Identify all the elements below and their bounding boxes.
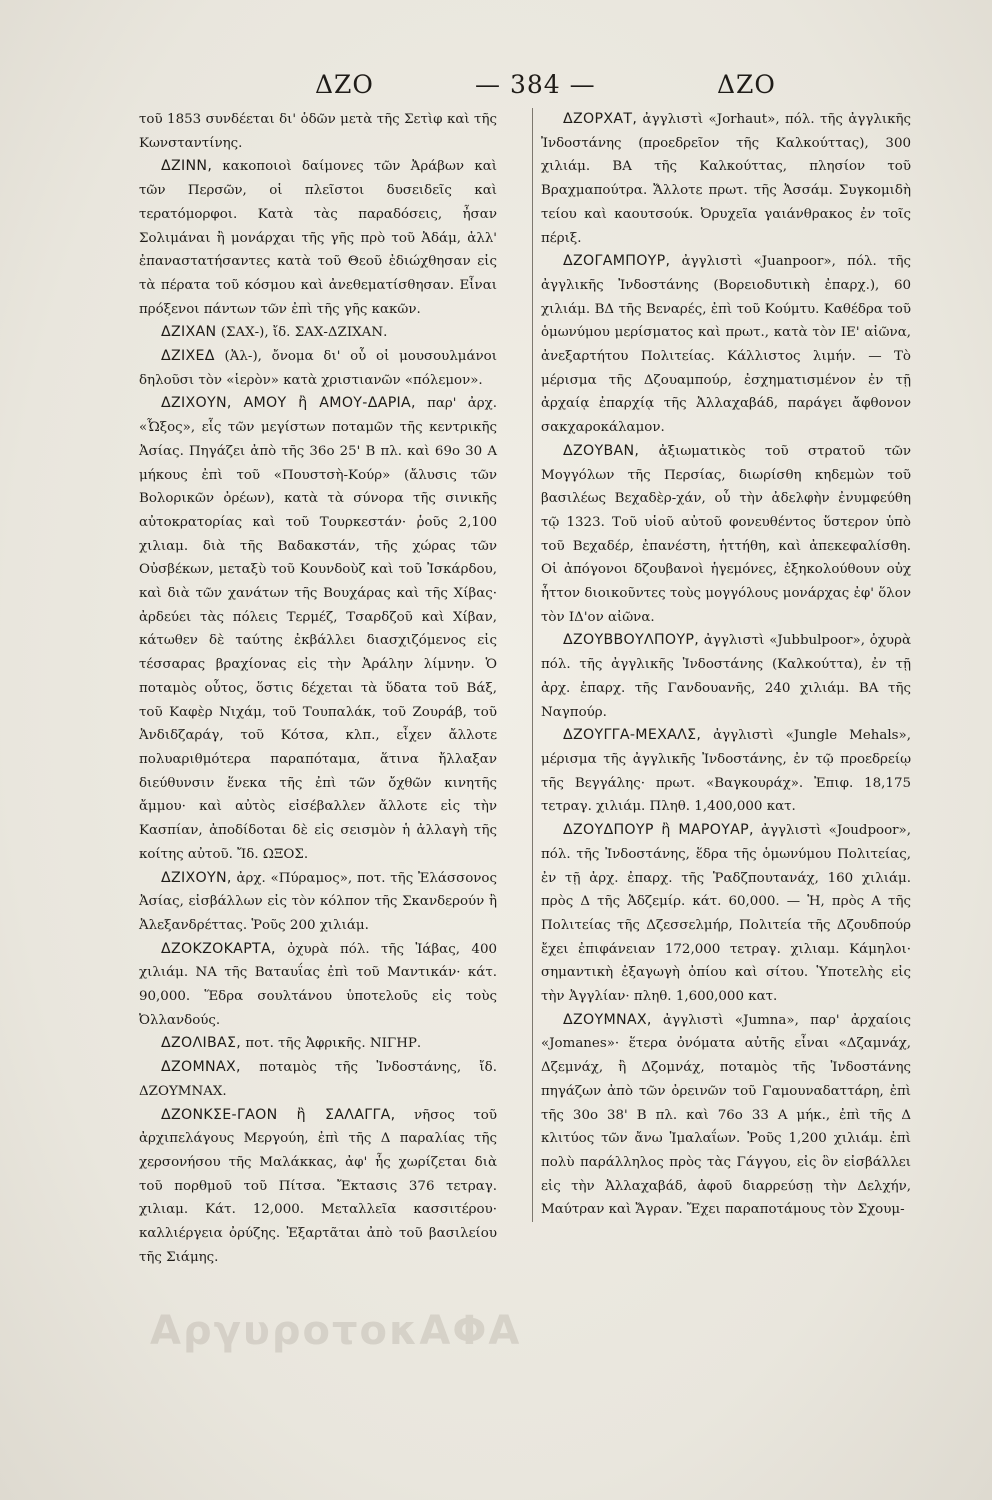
dictionary-entry xyxy=(139,867,497,938)
dictionary-entry xyxy=(541,724,911,819)
entry-headword: ΔΖΙΧΕΔ xyxy=(161,348,215,365)
entry-text: νῆσος τοῦ ἀρχιπελάγους Μεργούη, ἐπὶ τῆς Δ παραλίας τῆς χερσονήσου τῆς Μαλάκκας, ἀφ' ἧς χωρίζεται διὰ τοῦ πορθμοῦ τοῦ Πίτσα. Ἔκτασις 376 τετραγ. χιλιαμ. Κάτ. 12,000. Μεταλλεῖα κασσιτέρου· καλλιέργεια ὀρύζης. Ἐξαρτᾶται ἀπὸ τοῦ βασιλείου τῆς Σιάμης. xyxy=(139,1107,497,1265)
entry-text: ἀγγλιστὶ «Jorhaut», πόλ. τῆς ἀγγλικῆς Ἰνδοστάνης (προεδρεῖον τῆς Καλκούττας), 300 χιλιάμ. ΒΑ τῆς Καλκούττας, πλησίον τοῦ Βραχμαπούτρα. Ἄλλοτε πρωτ. τῆς Ἀσσάμ. Συγκομιδὴ τείου καὶ καουτσούκ. Ὀρυχεῖα γαιάνθρακος ἐν τοῖς πέριξ. xyxy=(541,112,911,246)
entry-text: τοῦ 1853 συνδέεται δι' ὁδῶν μετὰ τῆς Σετὶφ καὶ τῆς Κωνσταντίνης. xyxy=(139,112,497,151)
dictionary-entry xyxy=(139,1056,497,1103)
entry-headword: ΔΖΟΜΝΑΧ, xyxy=(161,1059,241,1076)
library-watermark: ΑργυροτοκΑΦΑ xyxy=(150,1308,522,1354)
dictionary-entry xyxy=(541,108,911,250)
dictionary-entry xyxy=(139,392,497,866)
dictionary-entry xyxy=(139,108,497,155)
entry-text: (Ἀλ-), ὄνομα δι' οὗ οἱ μουσουλμάνοι δηλοῦσι τὸν «ἱερὸν» κατὰ χριστιανῶν «πόλεμον». xyxy=(139,349,497,388)
entry-text: ποτ. τῆς Ἀφρικῆς. ΝΙΓΗΡ. xyxy=(241,1036,422,1052)
entry-headword: ΔΖΟΥΜΝΑΧ, xyxy=(563,1011,652,1028)
dictionary-entry xyxy=(541,440,911,630)
entry-text: ἀγγλιστὶ «Jungle Mehals», μέρισμα τῆς ἀγγλικῆς Ἰνδοστάνης, ἐν τῷ προεδρείῳ τῆς Βεγγάλης· πρωτ. «Βαγκουράχ». Ἐπιφ. 18,175 τετραγ. χιλιάμ. Πληθ. 1,400,000 κατ. xyxy=(541,728,911,815)
entry-text: ἀγγλιστὶ «Jubbulpoor», ὀχυρὰ πόλ. τῆς ἀγγλικῆς Ἰνδοστάνης (Καλκούττα), ἐν τῇ ἀρχ. ἐπαρχ. τῆς Γανδουανῆς, 240 χιλιάμ. ΒΑ τῆς Ναγπούρ. xyxy=(541,633,911,720)
dictionary-entry xyxy=(139,345,497,392)
entry-text: (ΣΑΧ-), ἴδ. ΣΑΧ-ΔΖΙΧΑΝ. xyxy=(216,325,388,341)
entry-headword: ΔΖΙΝΝ, xyxy=(161,158,213,175)
entry-headword: ΔΖΟΓΑΜΠΟΥΡ, xyxy=(563,253,671,270)
entry-text: ἀγγλιστὶ «Juanpoor», πόλ. τῆς ἀγγλικῆς Ἰνδοστάνης (Βορειοδυτικὴ ἐπαρχ.), 60 χιλιάμ. ΒΔ τῆς Βεναρές, ἐπὶ τοῦ Κούμτυ. Καθέδρα τοῦ ὁμωνύμου μερίσματος καὶ πρωτ., κατὰ τὸν ΙΕ' αἰῶνα, ἀνεξαρτήτου Πολιτείας. Κάλλιστος λιμήν. — Τὸ μέρισμα τῆς Δζουαμπούρ, ἐσχηματισμένον ἐν τῇ ἀρχαίᾳ ἐπαρχίᾳ τῆς Ἀλλαχαβάδ, παράγει ἄφθονον σακχαροκάλαμον. xyxy=(541,254,911,436)
left-column xyxy=(139,108,497,1269)
entry-headword: ΔΖΟΛΙΒΑΣ, xyxy=(161,1035,242,1052)
entry-text: ὀχυρὰ πόλ. τῆς Ἰάβας, 400 χιλιάμ. ΝΑ τῆς Βαταυΐας ἐπὶ τοῦ Μαντικάν· κάτ. 90,000. Ἕδρα σουλτάνου ὑποτελοῦς εἰς τοὺς Ὀλλανδούς. xyxy=(139,941,497,1028)
dictionary-entry xyxy=(139,155,497,321)
entry-headword: ΔΖΟΚΖΟΚΑΡΤΑ, xyxy=(161,940,276,957)
entry-headword: ΔΖΟΥΒΑΝ, xyxy=(563,442,640,459)
dictionary-entry xyxy=(541,819,911,1009)
dictionary-entry xyxy=(541,1009,911,1222)
dictionary-entry xyxy=(139,938,497,1033)
header-left-guide-word: ΔΖΟ xyxy=(315,70,374,99)
entry-headword: ΔΖΟΥΔΠΟΥΡ ἢ ΜΑΡΟΥΑΡ, xyxy=(563,822,754,839)
dictionary-entry xyxy=(139,1104,497,1270)
dictionary-entry xyxy=(541,250,911,440)
dictionary-entry xyxy=(139,321,497,345)
entry-headword: ΔΖΙΧΑΝ xyxy=(161,324,217,341)
entry-text: κακοποιοὶ δαίμονες τῶν Ἀράβων καὶ τῶν Περσῶν, οἱ πλεῖστοι δυσειδεῖς καὶ τερατόμορφοι. Κατὰ τὰς παραδόσεις, ἦσαν Σολιμάναι ἢ μονάρχαι τῆς γῆς πρὸ τοῦ Ἀδάμ, ἀλλ' ἐπαναστατήσαντες κατὰ τοῦ Θεοῦ ἐδιώχθησαν εἰς τὰ πέρατα τοῦ κόσμου καὶ ἀνεθεματίσθησαν. Εἶναι πρόξενοι πάντων τῶν ἐπὶ τῆς γῆς κακῶν. xyxy=(139,159,497,317)
right-column xyxy=(532,108,911,1222)
dictionary-entry xyxy=(541,629,911,724)
entry-text: ἀξιωματικὸς τοῦ στρατοῦ τῶν Μογγόλων τῆς Περσίας, διωρίσθη κηδεμὼν τοῦ βασιλέως Βεχαδὲρ-χάν, οὗ τὴν ἀδελφὴν ἐνυμφεύθη τῷ 1323. Τοῦ υἱοῦ αὐτοῦ φονευθέντος ὕστερον ὑπὸ τοῦ Βεχαδέρ, ἐπανέστη, ἡττήθη, καὶ ἀπεκεφαλίσθη. Οἱ ἀπόγονοι δζουβανοὶ ἡγεμόνες, ἐξηκολούθουν οὐχ ἧττον διοικοῦντες τοὺς μογγόλους μονάρχας ἐφ' ὅλον τὸν ΙΔ'ον αἰῶνα. xyxy=(541,443,911,625)
entry-text: ποταμὸς τῆς Ἰνδοστάνης, ἴδ. ΔΖΟΥΜΝΑΧ. xyxy=(139,1060,497,1099)
entry-text: ἀγγλιστὶ «Jumna», παρ' ἀρχαίοις «Jomanes»· ἕτερα ὀνόματα αὐτῆς εἶναι «Δζαμνάχ, Δζεμνάχ, ἢ Δζομνάχ, ποταμὸς τῆς Ἰνδοστάνης πηγάζων ἀπὸ τῶν ὀρεινῶν τοῦ Γαμουναδαττάρη, ἐπὶ τῆς 30ο 38' Β πλ. καὶ 76ο 33 Α μήκ., ἐπὶ τῆς Δ κλιτύος τῶν ἄνω Ἱμαλαΐων. Ῥοῦς 1,200 χιλιάμ. ἐπὶ πολὺ παράλληλος πρὸς τὰς Γάγγου, εἰς ὃν εἰσβάλλει εἰς τὴν Ἀλλαχαβάδ, ἀφοῦ διαρρεύσῃ τὴν Δελχήν, Μαύτραν καὶ Ἄγραν. Ἔχει παραποτάμους τὸν Σχουμ- xyxy=(541,1012,911,1218)
entry-headword: ΔΖΙΧΟΥΝ, xyxy=(161,869,232,886)
dictionary-entry xyxy=(139,1032,497,1056)
header-right-guide-word: ΔΖΟ xyxy=(717,70,776,99)
page-header xyxy=(140,70,880,102)
entry-headword: ΔΖΙΧΟΥΝ, ΑΜΟΥ ἢ ΑΜΟΥ-ΔΑΡΙΑ, xyxy=(161,395,416,412)
entry-headword: ΔΖΟΥΓΓΑ-ΜΕΧΑΛΣ, xyxy=(563,727,702,744)
entry-text: παρ' ἀρχ. «Ὦξος», εἷς τῶν μεγίστων ποταμῶν τῆς κεντρικῆς Ἀσίας. Πηγάζει ἀπὸ τῆς 36ο 25' Β πλ. καὶ 69ο 30 Α μήκους ἐπὶ τοῦ «Πουστσὴ-Κούρ» (ἄλυσις τῶν Βολορικῶν ὀρέων), κατὰ τὰ σύνορα τῆς σινικῆς αὐτοκρατορίας καὶ τοῦ Τουρκεστάν· ῥοῦς 2,100 χιλιαμ. διὰ τῆς Βαδακστάν, τῆς χώρας τῶν Οὐσβέκων, μεταξὺ τοῦ Κουνδοὺζ καὶ τοῦ Ἰσκάρδου, καὶ διὰ τῶν χανάτων τῆς Βουχάρας καὶ τῆς Χίβας· ἀρδεύει τὰς πόλεις Τερμέζ, Τσαρδζοῦ καὶ Χίβαν, κάτωθεν δὲ ταύτης ἐκβάλλει διασχιζόμενος εἰς τέσσαρας βραχίονας εἰς τὴν Ἀράλην λίμνην. Ὁ ποταμὸς οὗτος, ὅστις δέχεται τὰ ὕδατα τοῦ Βάξ, τοῦ Καφὲρ Νιχάμ, τοῦ Τουπαλάκ, τοῦ Ζουράβ, τοῦ Ἀνδιδζαράγ, τοῦ Κότσα, κλπ., εἶχεν ἄλλοτε πολυαριθμότερα παραπόταμα, ἅτινα ἤλλαξαν διεύθυνσιν ἕνεκα τῆς ἐπὶ τῶν ὄχθῶν κινητῆς ἄμμου· καὶ αὐτὸς εἰσέβαλλεν ἄλλοτε εἰς τὴν Κασπίαν, ἀποδίδοται δὲ εἰς σεισμὸν ἡ ἀλλαγὴ τῆς κοίτης αὐτοῦ. Ἴδ. ΩΞΟΣ. xyxy=(139,396,497,862)
entry-headword: ΔΖΟΥΒΒΟΥΛΠΟΥΡ, xyxy=(563,632,700,649)
entry-text: ἀρχ. «Πύραμος», ποτ. τῆς Ἐλάσσονος Ἀσίας, εἰσβάλλων εἰς τὸν κόλπον τῆς Σκανδερούν ἢ Ἀλεξανδρέττας. Ῥοῦς 200 χιλιάμ. xyxy=(139,870,497,933)
entry-headword: ΔΖΟΝΚΣΕ-ΓΑΟΝ ἢ ΣΑΛΑΓΓΑ, xyxy=(161,1106,396,1123)
page-number: — 384 — xyxy=(475,70,596,99)
entry-text: ἀγγλιστὶ «Joudpoor», πόλ. τῆς Ἰνδοστάνης, ἕδρα τῆς ὁμωνύμου Πολιτείας, ἐν τῇ ἀρχ. ἐπαρχ. τῆς Ῥαδζπουτανάχ, 160 χιλιάμ. πρὸς Δ τῆς Ἀδζεμίρ. κάτ. 60,000. — Ἡ, πρὸς Α τῆς Πολιτείας τῆς Δζεσσελμήρ, Πολιτεία τῆς Δζουδπούρ ἔχει ἐπιφάνειαν 172,000 τετραγ. χιλιαμ. Κάμηλοι· σημαντικὴ ἐξαγωγὴ ὀπίου καὶ σίτου. Ὑποτελὴς εἰς τὴν Ἀγγλίαν· πληθ. 1,600,000 κατ. xyxy=(541,823,912,1005)
entry-headword: ΔΖΟΡΧΑΤ, xyxy=(563,111,638,127)
